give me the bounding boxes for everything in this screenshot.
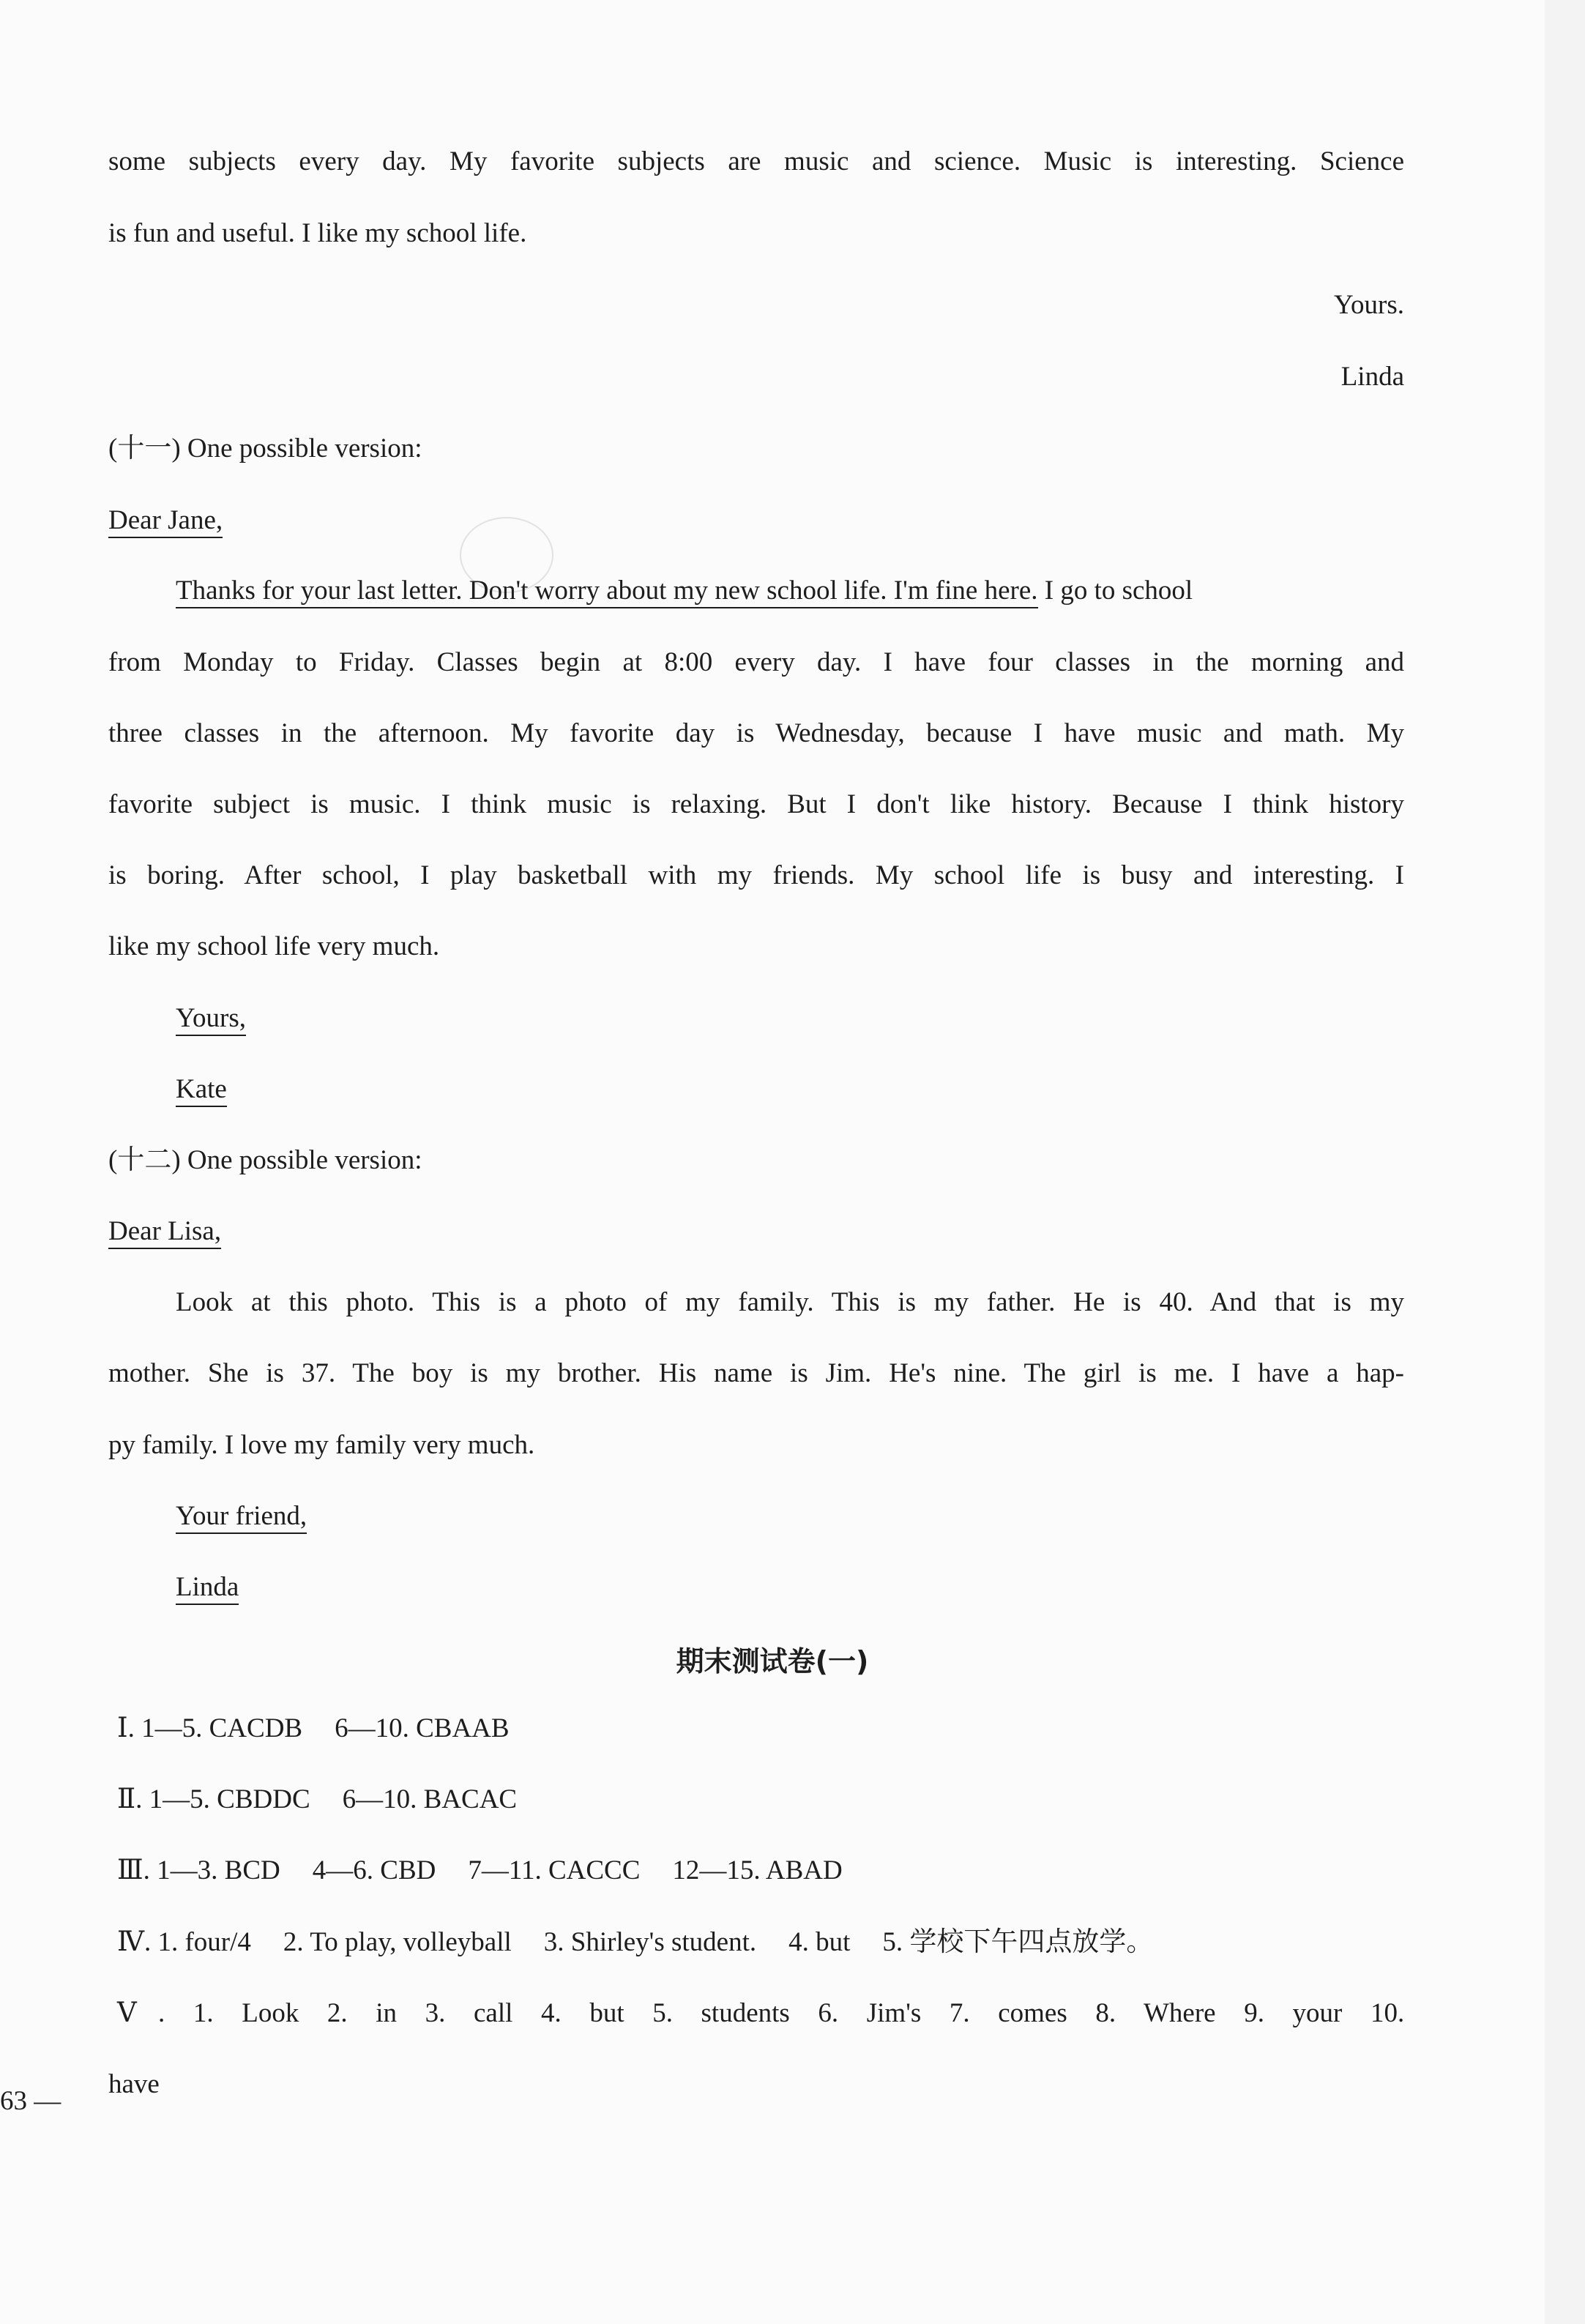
letter1-closing: Yours. (1334, 290, 1404, 320)
section11-line: favorite subject is music. I think music is relaxing. But I don't like history. Because I think history (108, 789, 1404, 819)
section12-label: (十二) One possible version: (108, 1145, 422, 1175)
exam-title: 期末测试卷(一) (676, 1645, 869, 1677)
section12-signature: Linda (176, 1572, 239, 1605)
section11-salutation: Dear Jane, (108, 505, 223, 538)
section11-line: from Monday to Friday. Classes begin at 8:00 every day. I have four classes in the morning and (108, 647, 1404, 677)
answer-row-2: Ⅱ. 1—5. CBDDC 6—10. BACAC (117, 1784, 518, 1814)
section12-line: mother. She is 37. The boy is my brother. His name is Jim. He's nine. The girl is me. I have a hap- (108, 1358, 1404, 1388)
section12-salutation: Dear Lisa, (108, 1216, 221, 1249)
section12-closing: Your friend, (176, 1501, 307, 1534)
section12-line: py family. I love my family very much. (108, 1430, 535, 1460)
answer-row-3: Ⅲ. 1—3. BCD 4—6. CBD 7—11. CACCC 12—15. ABAD (117, 1855, 843, 1885)
section11-label: (十一) One possible version: (108, 433, 422, 463)
section12-line: Look at this photo. This is a photo of my family. This is my father. He is 40. And that is my (176, 1287, 1404, 1317)
answer-row-4: Ⅳ. 1. four/4 2. To play, volleyball 3. Shirley's student. 4. but 5. 学校下午四点放学。 (117, 1927, 1154, 1957)
section11-closing: Yours, (176, 1003, 246, 1036)
letter1-line: some subjects every day. My favorite subjects are music and science. Music is interesting. Science (108, 146, 1404, 176)
section11-underlined-sentence: Thanks for your last letter. Don't worry about my new school life. I'm fine here. (176, 576, 1038, 608)
section11-line: three classes in the afternoon. My favorite day is Wednesday, because I have music and math. My (108, 718, 1404, 748)
letter1-signature: Linda (1340, 362, 1404, 392)
answer-row-1: Ⅰ. 1—5. CACDB 6—10. CBAAB (117, 1713, 510, 1743)
section11-line: is boring. After school, I play basketball with my friends. My school life is busy and interesting. I (108, 860, 1404, 890)
section11-line: like my school life very much. (108, 931, 440, 961)
answer-row-5: Ⅴ. 1. Look 2. in 3. call 4. but 5. students 6. Jim's 7. comes 8. Where 9. your 10. (117, 1998, 1405, 2028)
section11-signature: Kate (176, 1074, 227, 1107)
answer-row-5-cont: have (108, 2069, 160, 2099)
letter1-line: is fun and useful. I like my school life. (108, 218, 527, 248)
section11-first-line: Thanks for your last letter. Don't worry about my new school life. I'm fine here. I go to school (176, 573, 1404, 609)
page-number: 63 — (0, 2086, 61, 2116)
